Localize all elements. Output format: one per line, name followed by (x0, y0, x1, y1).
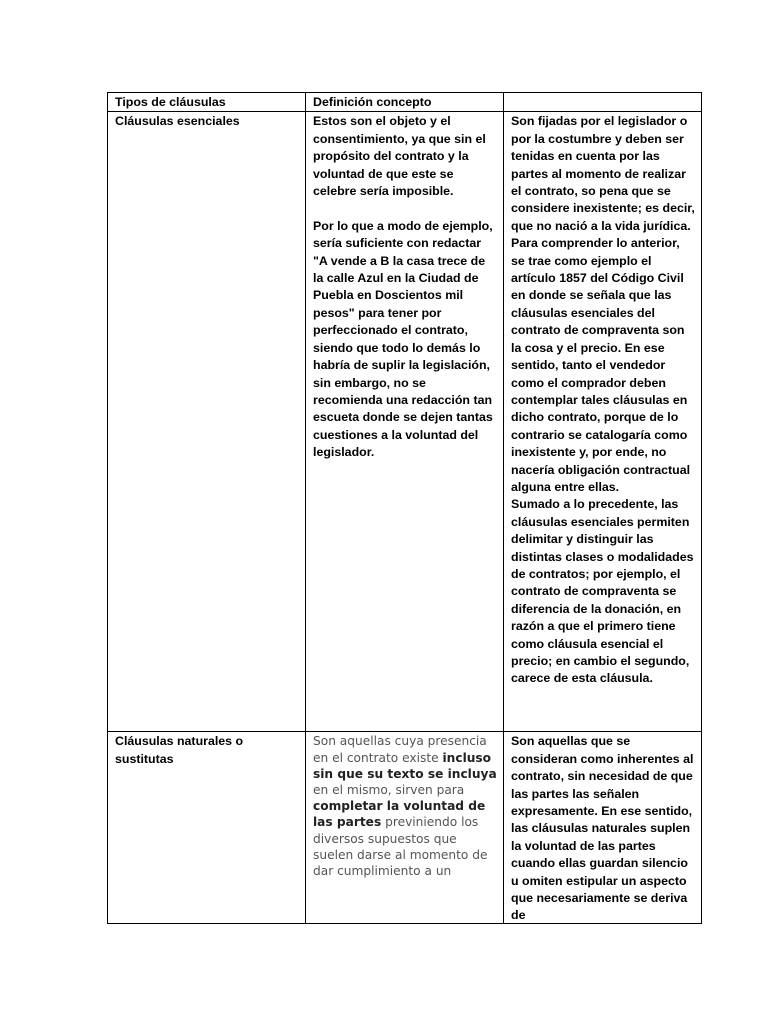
table-header-row (108, 93, 702, 112)
definition-emphasis: incluso sin que su texto se incluya (313, 750, 497, 781)
row-naturales-definition (306, 732, 504, 924)
row-esenciales-extra: Son fijadas por el legislador o por la costumbre y deben ser tenidas en cuenta por las partes al momento de realizar el contrato, so pena que se considere inexistente; es decir, que no nació a la vida jurídica. Para comprender lo anterior, se trae como ejemplo el artículo 1857 del Código Civil en donde se señala que las cláusulas esenciales del contrato de compraventa son la cosa y el precio. En ese sentido, tanto el vendedor como el comprador deben contemplar tales cláusulas en dicho contrato, porque de lo contrario se catalogaría como inexistente y, por ende, no nacería obligación contractual alguna entre ellas. Sumado a lo precedente, las cláusulas esenciales permiten delimitar y distinguir las distintas clases o modalidades de contratos; por ejemplo, el contrato de compraventa se diferencia de la donación, en razón a que el primero tiene como cláusula esencial el precio; en cambio el segundo, carece de esta cláusula. (504, 112, 702, 732)
header-empty (504, 93, 702, 112)
header-tipos: Tipos de cláusulas (108, 93, 306, 112)
definition-emphasis: completar la voluntad de las partes (313, 799, 486, 830)
definition-part: en el mismo, sirven para (313, 783, 465, 798)
row-naturales-extra (504, 732, 702, 924)
naturales-definition-text (313, 733, 498, 909)
row-esenciales-type: Cláusulas esenciales (108, 112, 306, 732)
table-row (108, 112, 702, 732)
definition-part: Son aquellas cuya presencia en el contrato existe (313, 734, 487, 765)
naturales-extra-text: Son aquellas que se consideran como inherentes al contrato, sin necesidad de que las partes las señalen expresamente. En ese sentido, las cláusulas naturales suplen la voluntad de las partes cuando ellas guardan silencio u omiten estipular un aspecto que necesariamente se deriva de (511, 734, 697, 923)
row-naturales-type: Cláusulas naturales o sustitutas (108, 732, 306, 924)
clauses-table (107, 92, 702, 924)
table-row (108, 732, 702, 924)
definition-part: previniendo los diversos supuestos que suelen darse al momento de dar cumplimiento a un (313, 815, 488, 879)
row-esenciales-definition: Estos son el objeto y el consentimiento, ya que sin el propósito del contrato y la voluntad de que este se celebre sería imposible. Por lo que a modo de ejemplo, sería suficiente con redactar "A vende a B la casa trece de la calle Azul en la Ciudad de Puebla en Doscientos mil pesos" para tener por perfeccionado el contrato, siendo que todo lo demás lo habría de suplir la legislación, sin embargo, no se recomienda una redacción tan escueta donde se dejen tantas cuestiones a la voluntad del legislador. (306, 112, 504, 732)
header-definicion: Definición concepto (306, 93, 504, 112)
